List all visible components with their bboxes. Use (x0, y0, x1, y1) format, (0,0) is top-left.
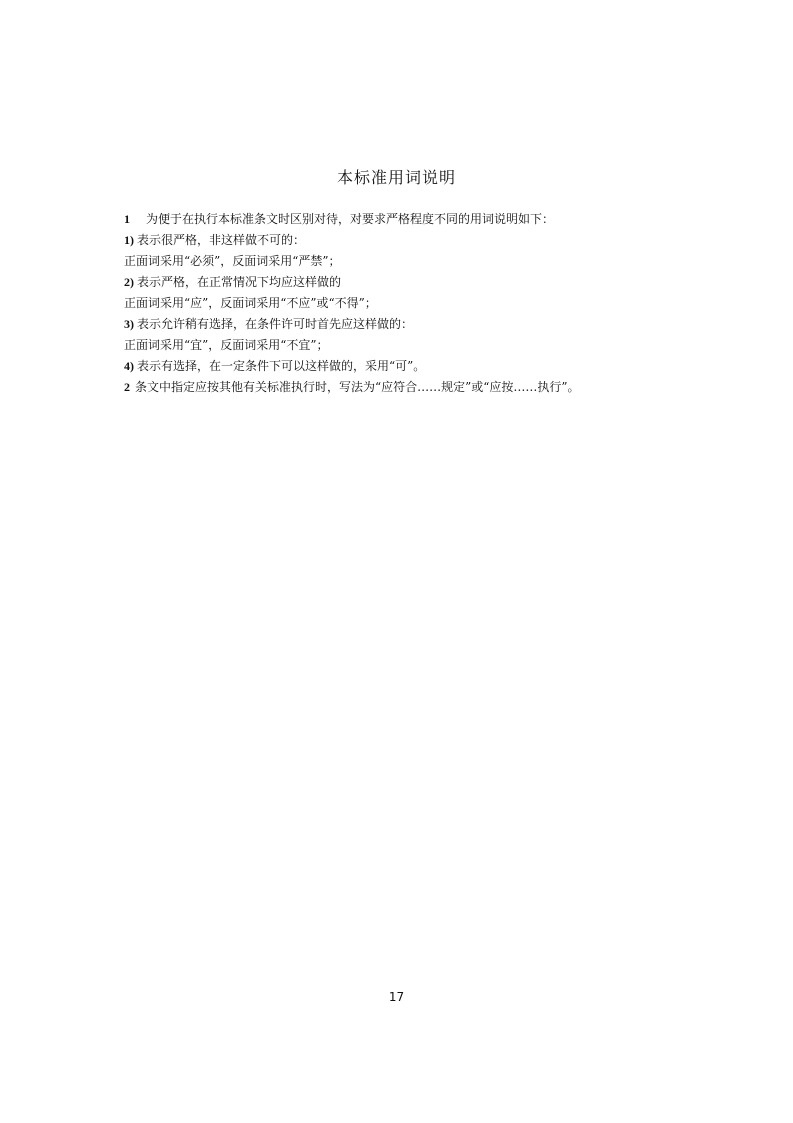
item-number: 2) (124, 275, 134, 289)
clause-number: 2 (124, 380, 130, 394)
clause-1 (124, 209, 684, 230)
list-item (124, 272, 684, 293)
item-number: 4) (124, 359, 134, 373)
page-title: 本标准用词说明 (336, 168, 456, 187)
list-item (124, 230, 684, 251)
clause-2 (124, 377, 684, 398)
item-usage: 正面词采用“宜”，反面词采用“不宜”； (124, 338, 329, 352)
body-text (124, 209, 684, 398)
page-number: 17 (388, 990, 405, 1004)
item-usage: 正面词采用“应”，反面词采用“不应”或“不得”； (124, 296, 377, 310)
item-text: 表示有选择，在一定条件下可以这样做的，采用“可”。 (137, 359, 426, 373)
item-text: 表示严格，在正常情况下均应这样做的 (137, 275, 342, 289)
item-text: 表示很严格，非这样做不可的： (137, 233, 306, 247)
list-item (124, 314, 684, 335)
list-item (124, 356, 684, 377)
item-number: 1) (124, 233, 134, 247)
item-usage: 正面词采用“必须”，反面词采用“严禁”； (124, 254, 341, 268)
clause-text: 条文中指定应按其他有关标准执行时，写法为“应符合……规定”或“应按……执行”。 (135, 380, 580, 394)
clause-number: 1 (124, 212, 130, 226)
item-number: 3) (124, 317, 134, 331)
item-text: 表示允许稍有选择，在条件许可时首先应这样做的： (137, 317, 414, 331)
clause-text: 为便于在执行本标准条文时区别对待，对要求严格程度不同的用词说明如下： (146, 212, 555, 226)
